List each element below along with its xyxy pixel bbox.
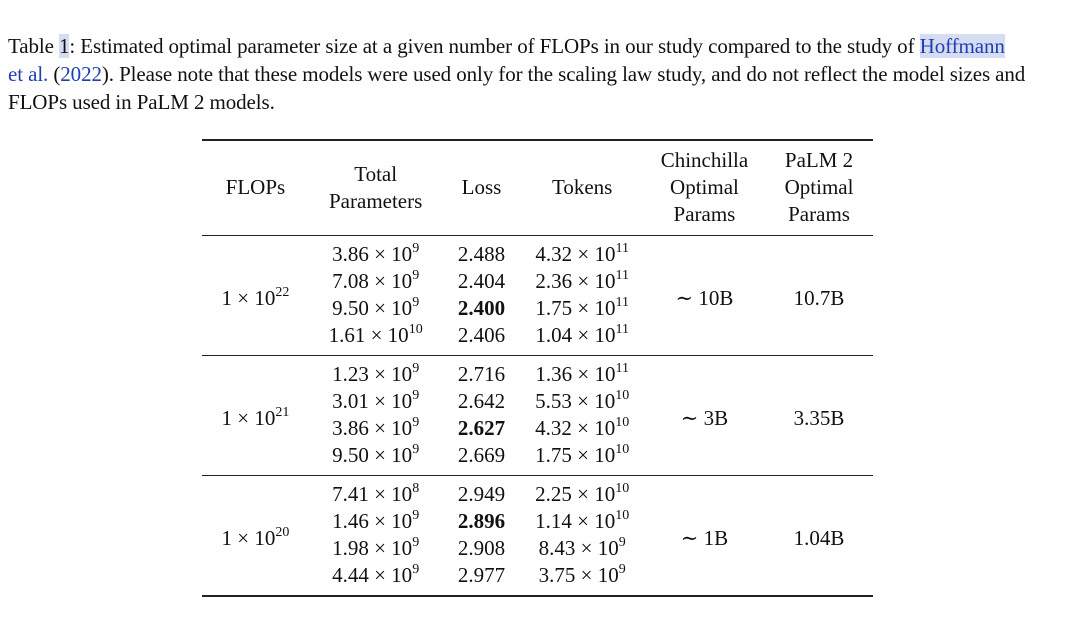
params-mantissa: 3.86 × 10 <box>332 241 413 266</box>
chinchilla-optimal-cell: ∼ 3B <box>644 356 765 476</box>
tokens-mantissa: 2.25 × 10 <box>535 481 616 506</box>
tokens-exponent: 11 <box>615 240 629 256</box>
total-parameters-cell <box>309 441 443 476</box>
flops-group <box>202 236 873 356</box>
loss-cell-best: 2.400 <box>457 295 506 320</box>
params-exponent: 8 <box>412 480 420 496</box>
caption-paren: ( <box>48 62 61 86</box>
tokens-exponent: 9 <box>618 534 626 550</box>
tokens-cell <box>521 414 644 441</box>
loss-cell: 2.716 <box>442 356 520 388</box>
params-exponent: 9 <box>412 240 420 256</box>
loss-cell: 2.404 <box>457 268 506 293</box>
tokens-mantissa: 1.36 × 10 <box>535 361 616 386</box>
params-exponent: 9 <box>412 267 420 283</box>
table-row <box>202 236 873 268</box>
params-mantissa: 1.98 × 10 <box>332 535 413 560</box>
total-parameters-cell <box>309 387 443 414</box>
citation-author-link-cont[interactable]: et al. <box>8 62 49 86</box>
tokens-exponent: 11 <box>615 360 629 376</box>
total-parameters-cell <box>309 294 443 321</box>
table-header <box>202 140 873 236</box>
results-table-wrapper <box>202 139 873 597</box>
palm2-optimal-cell: 10.7B <box>793 285 845 310</box>
scaling-law-table <box>202 139 873 597</box>
params-exponent: 9 <box>412 534 420 550</box>
params-exponent: 9 <box>412 414 420 430</box>
citation-year-link[interactable]: 2022 <box>60 62 102 86</box>
params-mantissa: 7.08 × 10 <box>332 268 413 293</box>
total-parameters-cell <box>309 507 443 534</box>
params-exponent: 9 <box>412 294 420 310</box>
tokens-cell <box>521 321 644 356</box>
params-mantissa: 1.23 × 10 <box>332 361 413 386</box>
loss-cell: 2.642 <box>457 388 506 413</box>
header-flops: FLOPs <box>202 140 309 236</box>
params-exponent: 10 <box>408 321 423 337</box>
tokens-mantissa: 2.36 × 10 <box>535 268 616 293</box>
tokens-exponent: 11 <box>615 321 629 337</box>
tokens-cell <box>521 356 644 388</box>
tokens-cell <box>521 561 644 596</box>
flops-cell <box>202 236 309 356</box>
loss-cell: 2.908 <box>457 535 506 560</box>
flops-exponent: 22 <box>275 284 290 300</box>
tokens-cell <box>521 294 644 321</box>
tokens-exponent: 10 <box>615 480 630 496</box>
tokens-cell <box>521 534 644 561</box>
tokens-mantissa: 1.75 × 10 <box>535 442 616 467</box>
params-exponent: 9 <box>412 360 420 376</box>
flops-group <box>202 356 873 476</box>
params-exponent: 9 <box>412 507 420 523</box>
tokens-mantissa: 1.04 × 10 <box>535 322 616 347</box>
tokens-mantissa: 1.75 × 10 <box>535 295 616 320</box>
loss-cell: 2.669 <box>457 442 506 467</box>
table-row <box>202 476 873 508</box>
flops-cell <box>202 476 309 597</box>
total-parameters-cell <box>309 476 443 508</box>
chinchilla-optimal-cell: ∼ 10B <box>675 285 734 310</box>
loss-cell-best: 2.627 <box>457 415 506 440</box>
citation-author-link[interactable]: Hoffmann <box>919 34 1005 58</box>
params-mantissa: 7.41 × 10 <box>332 481 413 506</box>
params-mantissa: 1.61 × 10 <box>328 322 409 347</box>
tokens-cell <box>521 441 644 476</box>
params-exponent: 9 <box>412 387 420 403</box>
flops-exponent: 21 <box>275 404 290 420</box>
total-parameters-cell <box>309 321 443 356</box>
tokens-mantissa: 4.32 × 10 <box>535 241 616 266</box>
tokens-mantissa: 4.32 × 10 <box>535 415 616 440</box>
table-row <box>202 356 873 388</box>
flops-group <box>202 476 873 597</box>
header-total-parameters: Total Parameters <box>309 140 443 236</box>
flops-exponent: 20 <box>275 524 290 540</box>
tokens-mantissa: 1.14 × 10 <box>535 508 616 533</box>
header-chinchilla-optimal-params: Chinchilla Optimal Params <box>644 140 765 236</box>
params-exponent: 9 <box>412 561 420 577</box>
tokens-cell <box>521 507 644 534</box>
tokens-exponent: 11 <box>615 267 629 283</box>
flops-mantissa: 1 × 10 <box>221 405 276 430</box>
header-palm2-optimal-params: PaLM 2 Optimal Params <box>765 140 873 236</box>
loss-cell-best: 2.896 <box>457 508 506 533</box>
params-exponent: 9 <box>412 441 420 457</box>
tokens-exponent: 11 <box>615 294 629 310</box>
caption-text-rest: ). Please note that these models were used only for the scaling law study, and do not reflect the model sizes and FLOPs used in PaLM 2 models. <box>8 62 1026 114</box>
palm2-optimal-cell: 3.35B <box>765 356 873 476</box>
params-mantissa: 1.46 × 10 <box>332 508 413 533</box>
tokens-exponent: 10 <box>615 507 630 523</box>
loss-cell: 2.406 <box>457 322 506 347</box>
loss-cell: 2.949 <box>442 476 520 508</box>
loss-cell: 2.977 <box>457 562 506 587</box>
params-mantissa: 9.50 × 10 <box>332 442 413 467</box>
caption-label: Table <box>8 34 59 58</box>
total-parameters-cell <box>309 414 443 441</box>
tokens-cell <box>521 267 644 294</box>
tokens-mantissa: 5.53 × 10 <box>535 388 616 413</box>
total-parameters-cell <box>309 236 443 268</box>
header-loss: Loss <box>442 140 520 236</box>
flops-mantissa: 1 × 10 <box>221 285 276 310</box>
total-parameters-cell <box>309 356 443 388</box>
flops-mantissa: 1 × 10 <box>221 525 276 550</box>
params-mantissa: 3.01 × 10 <box>332 388 413 413</box>
total-parameters-cell <box>309 534 443 561</box>
params-mantissa: 3.86 × 10 <box>332 415 413 440</box>
tokens-cell <box>521 476 644 508</box>
table-number-ref[interactable]: 1 <box>59 34 70 58</box>
table-caption <box>8 32 1072 116</box>
palm2-optimal-cell: 1.04B <box>765 476 873 597</box>
tokens-exponent: 9 <box>618 561 626 577</box>
loss-cell: 2.488 <box>457 241 506 266</box>
tokens-mantissa: 8.43 × 10 <box>538 535 619 560</box>
tokens-cell <box>521 236 644 268</box>
total-parameters-cell <box>309 561 443 596</box>
header-tokens: Tokens <box>521 140 644 236</box>
params-mantissa: 4.44 × 10 <box>332 562 413 587</box>
tokens-exponent: 10 <box>615 387 630 403</box>
tokens-exponent: 10 <box>615 441 630 457</box>
params-mantissa: 9.50 × 10 <box>332 295 413 320</box>
total-parameters-cell <box>309 267 443 294</box>
tokens-exponent: 10 <box>615 414 630 430</box>
flops-cell <box>202 356 309 476</box>
tokens-mantissa: 3.75 × 10 <box>538 562 619 587</box>
chinchilla-optimal-cell: ∼ 1B <box>644 476 765 597</box>
caption-text: : Estimated optimal parameter size at a given number of FLOPs in our study compared to the study of <box>69 34 920 58</box>
tokens-cell <box>521 387 644 414</box>
